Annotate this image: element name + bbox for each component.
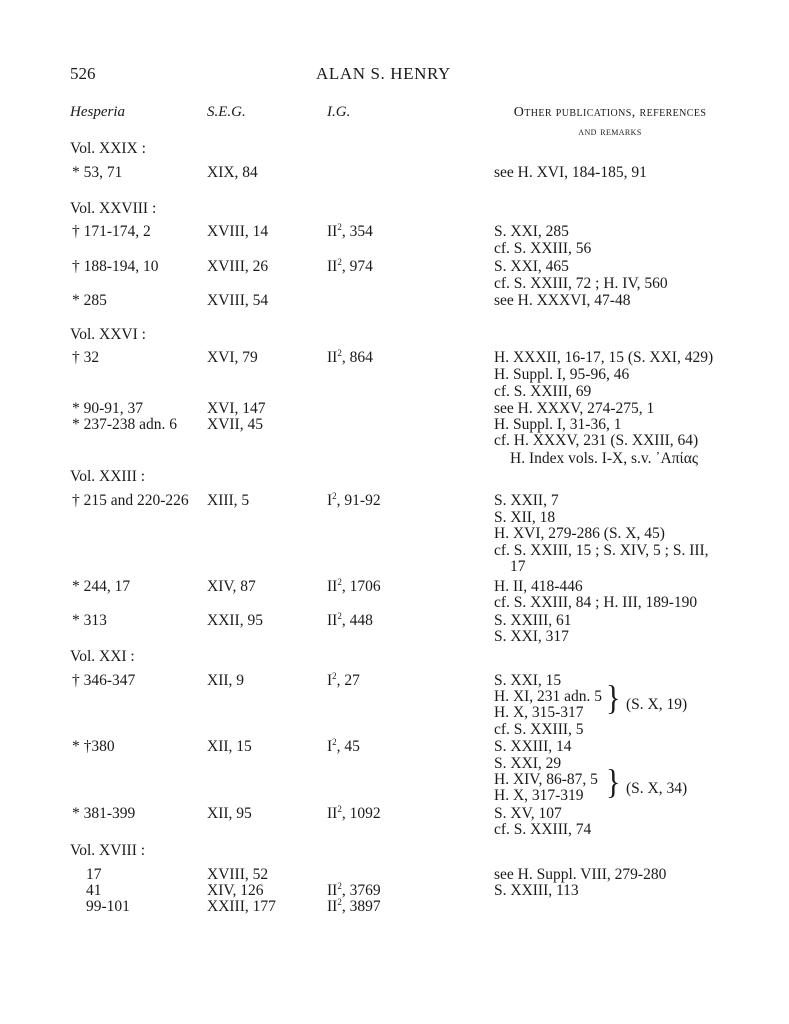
volume-heading: Vol. XXVIII :	[70, 200, 157, 217]
hesperia-ref: † 171-174, 2	[72, 223, 151, 240]
other-ref: cf. S. XXIII, 74	[494, 821, 592, 838]
other-ref: cf. S. XXIII, 5	[494, 721, 584, 738]
hesperia-ref: * 285	[72, 292, 107, 309]
ig-ref	[327, 492, 381, 509]
other-ref: S. XXIII, 113	[494, 882, 579, 899]
seg-ref: XIV, 87	[207, 578, 256, 595]
ig-base: I	[327, 738, 333, 755]
other-ref: see H. XXXVI, 47-48	[494, 292, 631, 309]
seg-ref: XIII, 5	[207, 492, 250, 509]
hesperia-ref: * 313	[72, 612, 107, 629]
other-ref: S. XXI, 15	[494, 672, 562, 689]
other-ref: H. Suppl. I, 95-96, 46	[494, 366, 630, 383]
hesperia-ref: † 188-194, 10	[72, 258, 159, 275]
other-ref: H. XVI, 279-286 (S. X, 45)	[494, 525, 665, 542]
other-ref: see H. XXXV, 274-275, 1	[494, 400, 655, 417]
hesperia-ref: 17	[86, 866, 102, 883]
other-ref: cf. S. XXIII, 84 ; H. III, 189-190	[494, 594, 698, 611]
volume-heading: Vol. XXVI :	[70, 326, 146, 343]
seg-ref: XII, 9	[207, 672, 245, 689]
other-ref: S. XII, 18	[494, 509, 556, 526]
ig-superscript: 2	[337, 896, 342, 907]
hesperia-ref: † 32	[72, 349, 100, 366]
ig-ref	[327, 805, 381, 822]
seg-ref: XIX, 84	[207, 164, 258, 181]
seg-ref: XXII, 95	[207, 612, 263, 629]
other-ref: cf. S. XXIII, 69	[494, 383, 592, 400]
other-ref: H. XXXII, 16-17, 15 (S. XXI, 429)	[494, 349, 714, 366]
seg-ref: XII, 95	[207, 805, 252, 822]
hesperia-ref: † 346-347	[72, 672, 136, 689]
ig-superscript: 2	[337, 880, 342, 891]
other-ref: cf. S. XXIII, 56	[494, 240, 592, 257]
page-number: 526	[70, 64, 96, 83]
seg-ref: XVIII, 54	[207, 292, 269, 309]
other-ref: 17	[510, 558, 526, 575]
ig-ref	[327, 738, 360, 755]
other-ref: see H. Suppl. VIII, 279-280	[494, 866, 667, 883]
ig-ref	[327, 882, 381, 899]
hesperia-ref: * 90-91, 37	[72, 400, 144, 417]
other-ref: cf. S. XXIII, 15 ; S. XIV, 5 ; S. III,	[494, 542, 709, 559]
ig-superscript: 2	[337, 347, 342, 358]
other-ref: H. Suppl. I, 31-36, 1	[494, 416, 622, 433]
ig-base: II	[327, 349, 338, 366]
other-ref: H. II, 418-446	[494, 578, 583, 595]
ig-number: , 3769	[341, 882, 381, 899]
ig-superscript: 2	[337, 576, 342, 587]
ig-base: II	[327, 578, 338, 595]
volume-heading: Vol. XXIII :	[70, 468, 146, 485]
ig-base: II	[327, 223, 338, 240]
other-ref: S. XXI, 465	[494, 258, 569, 275]
hesperia-ref: * †380	[72, 738, 115, 755]
ig-superscript: 2	[337, 221, 342, 232]
other-ref: S. XXIII, 14	[494, 738, 572, 755]
column-header-other	[490, 104, 730, 140]
other-ref: H. X, 315-317	[494, 704, 584, 721]
hesperia-ref: 41	[86, 882, 102, 899]
ig-number: , 354	[341, 223, 373, 240]
column-header-hesperia: Hesperia	[70, 104, 125, 120]
hesperia-ref: * 53, 71	[72, 164, 123, 181]
seg-ref: XVIII, 14	[207, 223, 269, 240]
seg-ref: XVIII, 52	[207, 866, 269, 883]
seg-ref: XVIII, 26	[207, 258, 269, 275]
other-ref: H. X, 317-319	[494, 787, 584, 804]
hesperia-ref: * 381-399	[72, 805, 136, 822]
seg-ref: XVI, 79	[207, 349, 258, 366]
brace-symbol: }	[606, 679, 621, 718]
ig-superscript: 2	[337, 610, 342, 621]
ig-number: , 45	[336, 738, 360, 755]
ig-number: , 974	[341, 258, 373, 275]
column-header-other-line2: and remarks	[578, 124, 642, 138]
ig-ref	[327, 898, 381, 915]
ig-ref	[327, 258, 373, 275]
column-header-ig: I.G.	[327, 104, 351, 120]
other-ref: S. XXI, 317	[494, 628, 569, 645]
other-ref: S. XV, 107	[494, 805, 562, 822]
ig-number: , 448	[341, 612, 373, 629]
ig-number: , 27	[336, 672, 360, 689]
ig-superscript: 2	[337, 256, 342, 267]
ig-base: II	[327, 898, 338, 915]
other-ref: S. XXI, 29	[494, 755, 562, 772]
other-ref: cf. H. XXXV, 231 (S. XXIII, 64)	[494, 432, 699, 449]
ig-superscript: 2	[332, 736, 337, 747]
hesperia-ref: * 237-238 adn. 6	[72, 416, 178, 433]
seg-ref: XVI, 147	[207, 400, 266, 417]
column-header-other-line1: Other publications, references	[513, 105, 707, 120]
hesperia-ref: 99-101	[86, 898, 130, 915]
running-head: ALAN S. HENRY	[316, 64, 451, 83]
ig-base: I	[327, 672, 333, 689]
column-header-seg: S.E.G.	[207, 104, 246, 120]
ig-number: , 1092	[341, 805, 381, 822]
seg-ref: XXIII, 177	[207, 898, 276, 915]
other-ref: S. XXII, 7	[494, 492, 559, 509]
other-ref: H. XI, 231 adn. 5	[494, 688, 603, 705]
ig-base: II	[327, 612, 338, 629]
ig-superscript: 2	[332, 490, 337, 501]
ig-ref	[327, 349, 373, 366]
ig-number: , 1706	[341, 578, 381, 595]
other-ref: H. XIV, 86-87, 5	[494, 771, 598, 788]
brace-note: (S. X, 34)	[626, 780, 688, 797]
other-ref: S. XXI, 285	[494, 223, 569, 240]
ig-ref	[327, 223, 373, 240]
other-ref: cf. S. XXIII, 72 ; H. IV, 560	[494, 275, 668, 292]
ig-ref	[327, 672, 360, 689]
other-ref: S. XXIII, 61	[494, 612, 572, 629]
volume-heading: Vol. XXI :	[70, 648, 135, 665]
ig-number: , 864	[341, 349, 373, 366]
ig-superscript: 2	[337, 803, 342, 814]
ig-ref	[327, 578, 381, 595]
brace-symbol: }	[606, 763, 621, 802]
hesperia-ref: * 244, 17	[72, 578, 131, 595]
ig-number: , 3897	[341, 898, 381, 915]
ig-ref	[327, 612, 373, 629]
seg-ref: XVII, 45	[207, 416, 263, 433]
ig-superscript: 2	[332, 670, 337, 681]
seg-ref: XIV, 126	[207, 882, 264, 899]
seg-ref: XII, 15	[207, 738, 252, 755]
other-ref: H. Index vols. I-X, s.v. ᾿Απίας	[510, 450, 698, 467]
ig-base: II	[327, 882, 338, 899]
hesperia-ref: † 215 and 220-226	[72, 492, 189, 509]
ig-base: II	[327, 805, 338, 822]
volume-heading: Vol. XVIII :	[70, 842, 146, 859]
brace-note: (S. X, 19)	[626, 696, 688, 713]
volume-heading: Vol. XXIX :	[70, 140, 146, 157]
other-ref: see H. XVI, 184-185, 91	[494, 164, 647, 181]
ig-base: I	[327, 492, 333, 509]
ig-base: II	[327, 258, 338, 275]
ig-number: , 91-92	[336, 492, 381, 509]
